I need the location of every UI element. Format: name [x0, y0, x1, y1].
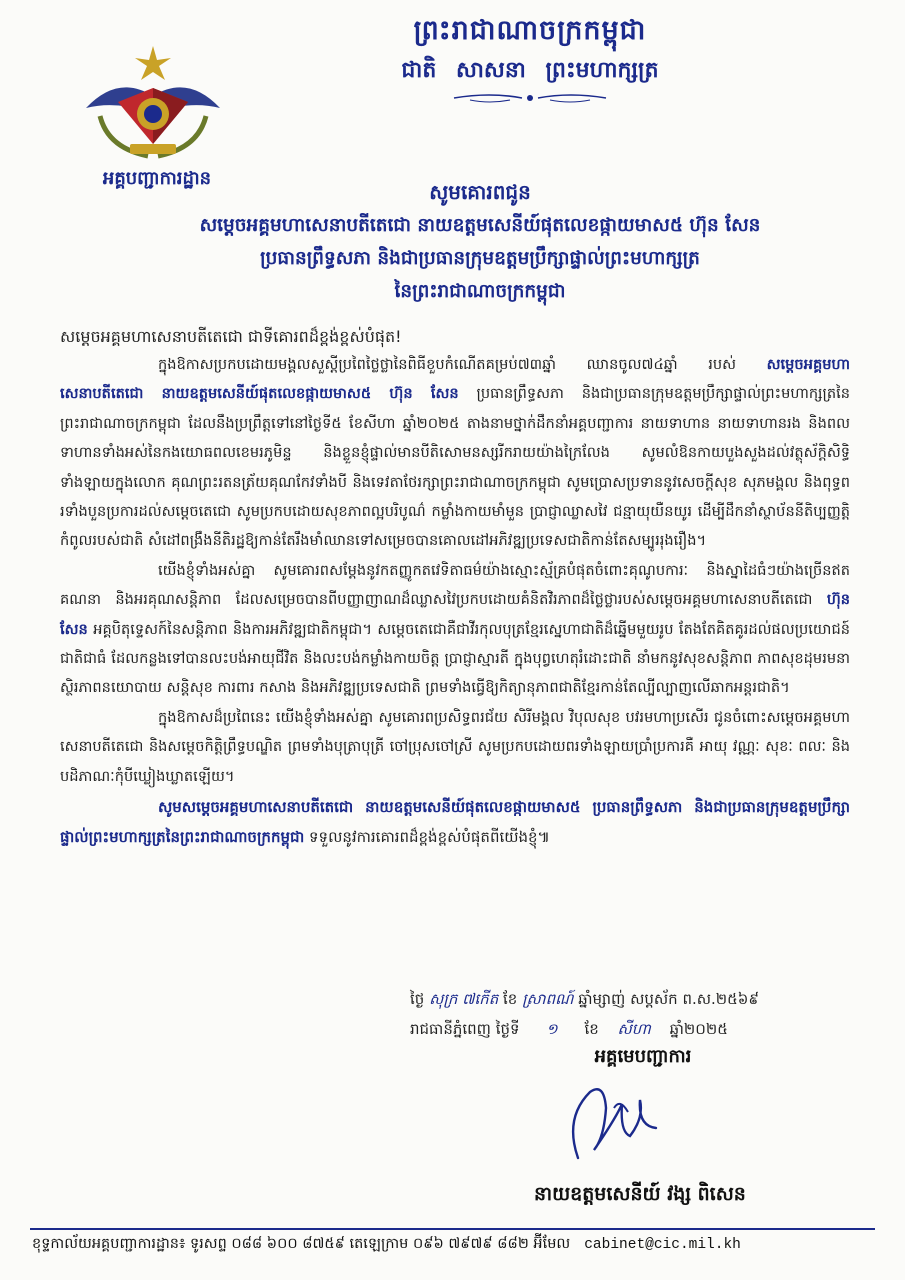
lunar-year: ឆ្នាំម្សាញ់ សប្តស័ក ព.ស.២៥៦៩: [578, 990, 760, 1008]
military-emblem-icon: [78, 44, 228, 164]
paragraph-1-intro: ក្នុងឱកាសប្រកបដោយមង្គលសួស្តីប្រពៃថ្លៃថ្លានៃពិធីខួបកំណើតគម្រប់៧៣ឆ្នាំ ឈានចូល៧៤ឆ្នាំ របស់: [158, 356, 737, 373]
addressee-country: នៃព្រះរាជាណាចក្រកម្ពុជា: [394, 281, 566, 302]
salutation: សម្តេចអគ្គមហាសេនាបតីតេជោ ជាទីគោរពដ៏ខ្ពង់ខ្ពស់បំផុត!: [60, 327, 402, 346]
date-block: [410, 984, 870, 1044]
ornament-divider: [450, 92, 610, 104]
handwritten-signature: [560, 1078, 690, 1168]
signatory-name: នាយឧត្តមសេនីយ៍ វង្ស ពិសេន: [534, 1183, 746, 1205]
signatory-title: អគ្គមេបញ្ជាការ: [594, 1046, 692, 1067]
place-prefix: រាជធានីភ្នំពេញ ថ្ងៃទី: [410, 1020, 520, 1038]
paragraph-3: ក្នុងឱកាសដ៏ប្រពៃនេះ យើងខ្ញុំទាំងអស់គ្នា សូមគោរពប្រសិទ្ធពរជ័យ សិរីមង្គល វិបុលសុខ បវរមហាប្រសើរ ជូនចំពោះសម្តេចអគ្គមហាសេនាបតីតេជោ និងសម្តេចកិត្តិព្រឹទ្ធបណ្ឌិត ព្រមទាំងបុត្រាបុត្រី ចៅប្រុសចៅស្រី សូមប្រកបដោយពរទាំងឡាយប្រាំប្រការគឺ អាយុ វណ្ណៈ សុខៈ ពលៈ និងបដិភាណៈកុំបីឃ្លៀងឃ្លាតឡើយ។: [60, 708, 850, 785]
national-motto: ជាតិ សាសនា ព្រះមហាក្សត្រ: [401, 57, 659, 83]
kingdom-title: ព្រះរាជាណាចក្រកម្ពុជា: [413, 15, 647, 46]
paragraph-1-text: ប្រធានព្រឹទ្ធសភា និងជាប្រធានក្រុមឧត្តមប្រឹក្សាផ្ទាល់ព្រះមហាក្សត្រនៃព្រះរាជាណាចក្រកម្ពុជា ដែលនឹងប្រព្រឹត្តទៅនៅថ្ងៃទី៥ ខែសីហា ឆ្នាំ២០២៥ តាងនាមថ្នាក់ដឹកនាំអគ្គបញ្ជាការ នាយទាហាន នាយទាហានរង និងពលទាហានទាំងអស់នៃកងយោធពលខេមរភូមិន្ទ និងខ្លួនខ្ញុំផ្ទាល់មានបីតិសោមនស្សរីករាយយ៉ាងក្រៃលែង សូមលំឱនកាយបួងសួងដល់វត្ថុស័ក្តិសិទ្ធិទាំងឡាយក្នុងលោក គុណព្រះរតនត្រ័យគុណកែវទាំងបី និងទេវតាថែរក្សាព្រះរាជាណាចក្រកម្ពុជា សូមប្រោសប្រទាននូវសេចក្តីសុខ សុភមង្គល និងពុទ្ធពរទាំងបួនប្រការដល់សម្តេចតេជោ សូមប្រកបដោយសុខភាពល្អបរិបូណ៌ កម្លាំងកាយមាំមួន ប្រាជ្ញាឈ្លាសវៃ ជន្មាយុយឺនយូរ ដើម្បីដឹកនាំស្ថាប័ននីតិប្បញ្ញត្តិកំពូលរបស់ជាតិ សំដៅពង្រឹងនីតិរដ្ឋឱ្យកាន់តែរឹងមាំឈានទៅសម្រេចបានគោលដៅអភិវឌ្ឍប្រទេសជាតិកាន់តែសម្បូររុងរឿង។: [60, 385, 850, 550]
lunar-prefix: ថ្ងៃ: [410, 990, 425, 1008]
date-day: ១: [546, 1020, 558, 1038]
footer-email-link[interactable]: cabinet@cic.mil.kh: [584, 1237, 741, 1253]
paragraph-2-text: អគ្គបិតុទ្ទេសក៍នៃសន្តិភាព និងការអភិវឌ្ឍជាតិកម្ពុជា។ សម្តេចតេជោគឺជាវីរកុលបុត្រខ្មែរស្នេហាជាតិដ៏ឆ្នើមមួយរូប តែងតែគិតគូរដល់ផលប្រយោជន៍ជាតិជាធំ ដែលកន្លងទៅបានលះបង់អាយុជីវិត និងលះបង់កម្លាំងកាយចិត្ត ប្រាជ្ញាស្មារតី ក្នុងបុព្វហេតុរំដោះជាតិ នាំមកនូវសុខសន្តិភាព ភាពសុខដុមរមនា ស្ថិរភាពនយោបាយ សន្តិសុខ ការពារ កសាង និងអភិវឌ្ឍប្រទេសជាតិ ព្រមទាំងធ្វើឱ្យកិត្យានុភាពជាតិខ្មែរកាន់តែល្បីល្បាញលើឆាកអន្តរជាតិ។: [60, 620, 850, 697]
addressee-greeting: សូមគោរពជូន: [429, 180, 531, 204]
organization-name: អគ្គបញ្ជាការដ្ឋាន: [102, 168, 212, 189]
lunar-month-label: ខែ: [503, 990, 518, 1008]
lunar-day: សុក្រ ៧កើត: [429, 990, 499, 1008]
month-label: ខែ: [584, 1020, 599, 1038]
paragraph-4-rest: ទទួលនូវការគោរពដ៏ខ្ពង់ខ្ពស់បំផុតពីយើងខ្ញុំ៕: [304, 827, 551, 846]
gregorian-date: [410, 1014, 870, 1044]
footer-contact-text: ខុទ្ទកាល័យអគ្គបញ្ជាការដ្ឋាន៖ ទូរសព្ទ ០៨៨ ៦០០ ៨៧៥៩ តេឡេក្រាម ០៩៦ ៧៩៧៩ ៨៨២ អ៊ីមែល: [32, 1236, 571, 1252]
addressee-block: [140, 176, 820, 308]
lunar-month: ស្រាពណ៍: [522, 990, 574, 1008]
honoree-name-short: ហ៊ុន សែន: [60, 591, 850, 638]
footer-divider: [30, 1228, 875, 1230]
paragraph-1: [60, 350, 850, 556]
footer-contact: [32, 1235, 877, 1256]
paragraph-2: [60, 556, 850, 703]
addressee-position: ប្រធានព្រឹទ្ធសភា និងជាប្រធានក្រុមឧត្តមប្រឹក្សាផ្ទាល់ព្រះមហាក្សត្រ: [260, 248, 700, 269]
lunar-date: [410, 984, 870, 1014]
paragraph-4-bold: សូមសម្តេចអគ្គមហាសេនាបតីតេជោ នាយឧត្តមសេនីយ៍ផុតលេខផ្កាយមាស៥ ប្រធានព្រឹទ្ធសភា និងជាប្រធានក្រុមឧត្តមប្រឹក្សាផ្ទាល់ព្រះមហាក្សត្រនៃព្រះរាជាណាចក្រកម្ពុជា: [60, 798, 850, 846]
addressee-name: សម្តេចអគ្គមហាសេនាបតីតេជោ នាយឧត្តមសេនីយ៍ផុតលេខផ្កាយមាស៥ ហ៊ុន សែន: [199, 215, 761, 236]
paragraph-4: [60, 793, 850, 852]
paragraph-2-intro: យើងខ្ញុំទាំងអស់គ្នា សូមគោរពសម្តែងនូវកតញ្ញូកតវេទិតាធម៌យ៉ាងស្មោះស្ម័គ្របំផុតចំពោះគុណូបការៈ និងស្នាដៃធំៗយ៉ាងច្រើនឥតគណនា និងអរគុណសន្តិភាព ដែលសម្រេចបានពីបញ្ញាញាណដ៏ឈ្លាសវៃប្រកបដោយគំនិតវិរភាពដ៏ថ្លៃថ្លារបស់សម្តេចអគ្គមហាសេនាបតីតេជោ: [60, 561, 850, 609]
date-month: សីហា: [617, 1020, 651, 1038]
date-year: ឆ្នាំ២០២៥: [669, 1020, 728, 1038]
letter-body: [60, 350, 850, 852]
honoree-name: សម្តេចអគ្គមហាសេនាបតីតេជោ នាយឧត្តមសេនីយ៍ផុតលេខផ្កាយមាស៥ ហ៊ុន សែន: [60, 356, 851, 403]
